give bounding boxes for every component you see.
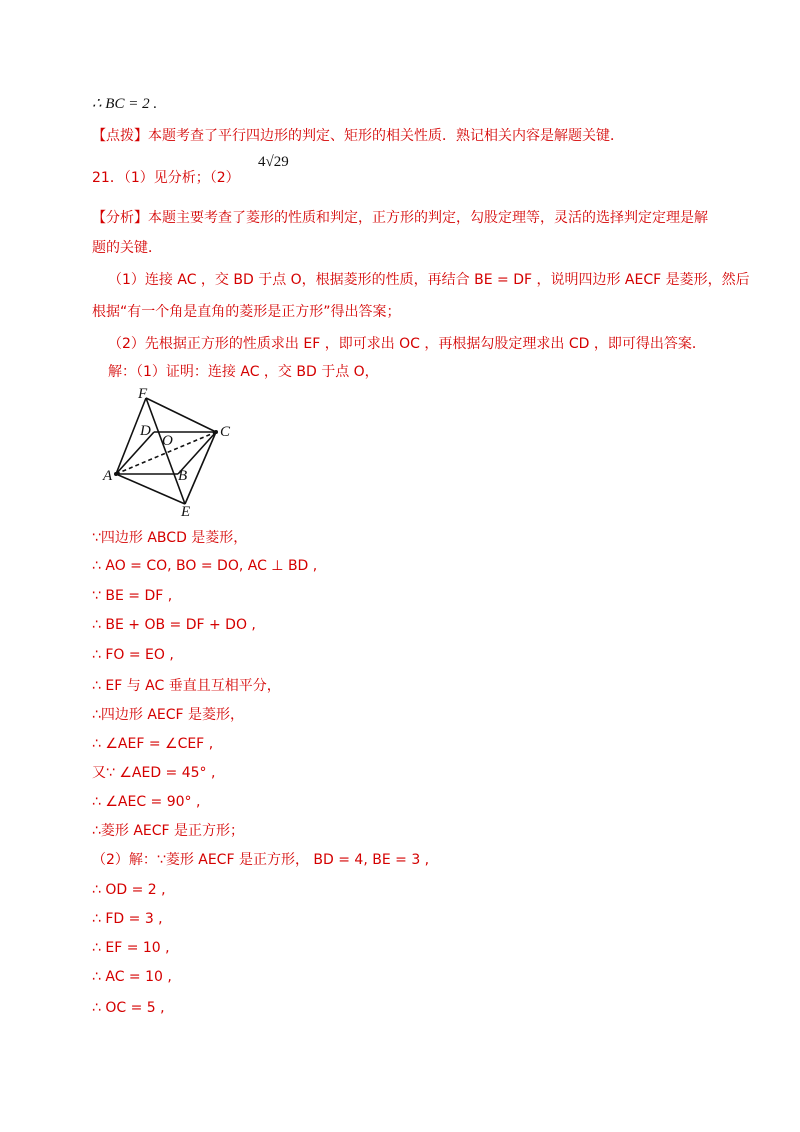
- proof-step-6: ∴ EF 与 AC 垂直且互相平分，: [92, 678, 281, 694]
- answer-4-root-29: 4√29: [258, 154, 289, 170]
- label-d: D: [140, 423, 151, 439]
- label-o: O: [162, 433, 173, 449]
- proof-step-8: ∴ ∠AEF = ∠CEF ,: [92, 736, 214, 752]
- part2-step-5: ∴ AC = 10 ,: [92, 969, 172, 985]
- proof-step-1: ∵四边形 ABCD 是菱形，: [92, 530, 248, 546]
- proof-step-4: ∴ BE + OB = DF + DO ,: [92, 617, 256, 633]
- line-analysis-1: 【分析】本题主要考查了菱形的性质和判定，正方形的判定，勾股定理等，灵活的选择判定定理是解: [92, 210, 708, 226]
- proof-step-10: ∴ ∠AEC = 90° ,: [92, 794, 201, 810]
- proof-step-11: ∴菱形 AECF 是正方形；: [92, 823, 245, 839]
- geometry-figure: [98, 388, 258, 518]
- part2-step-3: ∴ FD = 3 ,: [92, 911, 163, 927]
- line-bc-result: ∴ BC = 2 .: [92, 96, 158, 112]
- line-step1-a: （1）连接 AC ，交 BD 于点 O，根据菱形的性质，再结合 BE = DF ，说明四边形 AECF 是菱形，然后: [108, 272, 750, 288]
- part2-step-1: （2）解：∵菱形 AECF 是正方形， BD = 4, BE = 3 ,: [92, 852, 430, 868]
- line-hint: 【点拨】本题考查了平行四边形的判定、矩形的相关性质．熟记相关内容是解题关键．: [92, 128, 624, 144]
- part2-step-6: ∴ OC = 5 ,: [92, 1000, 165, 1016]
- figure-lines: [116, 398, 216, 504]
- point-c: [214, 430, 218, 434]
- label-f: F: [138, 388, 148, 402]
- proof-step-5: ∴ FO = EO ,: [92, 647, 174, 663]
- part2-step-4: ∴ EF = 10 ,: [92, 940, 170, 956]
- part2-step-2: ∴ OD = 2 ,: [92, 882, 166, 898]
- proof-step-2: ∴ AO = CO, BO = DO, AC ⊥ BD ,: [92, 558, 318, 574]
- label-c: C: [220, 424, 231, 440]
- point-a: [114, 472, 118, 476]
- proof-step-3: ∵ BE = DF ,: [92, 588, 173, 604]
- proof-step-7: ∴四边形 AECF 是菱形，: [92, 707, 245, 723]
- line-solution-start: 解：（1）证明：连接 AC ，交 BD 于点 O，: [108, 364, 379, 380]
- segment-ae: [116, 474, 185, 504]
- line-q21-answer: 21．（1）见分析；（2）: [92, 170, 240, 186]
- proof-step-9: 又∵ ∠AED = 45° ,: [92, 765, 216, 781]
- label-e: E: [181, 504, 191, 518]
- label-b: B: [178, 468, 188, 484]
- line-step2: （2）先根据正方形的性质求出 EF ，即可求出 OC ，再根据勾股定理求出 CD ，即可得出答案．: [108, 336, 706, 352]
- line-step1-b: 根据“有一个角是直角的菱形是正方形”得出答案；: [92, 304, 401, 320]
- line-analysis-2: 题的关键．: [92, 240, 162, 256]
- label-a: A: [103, 468, 113, 484]
